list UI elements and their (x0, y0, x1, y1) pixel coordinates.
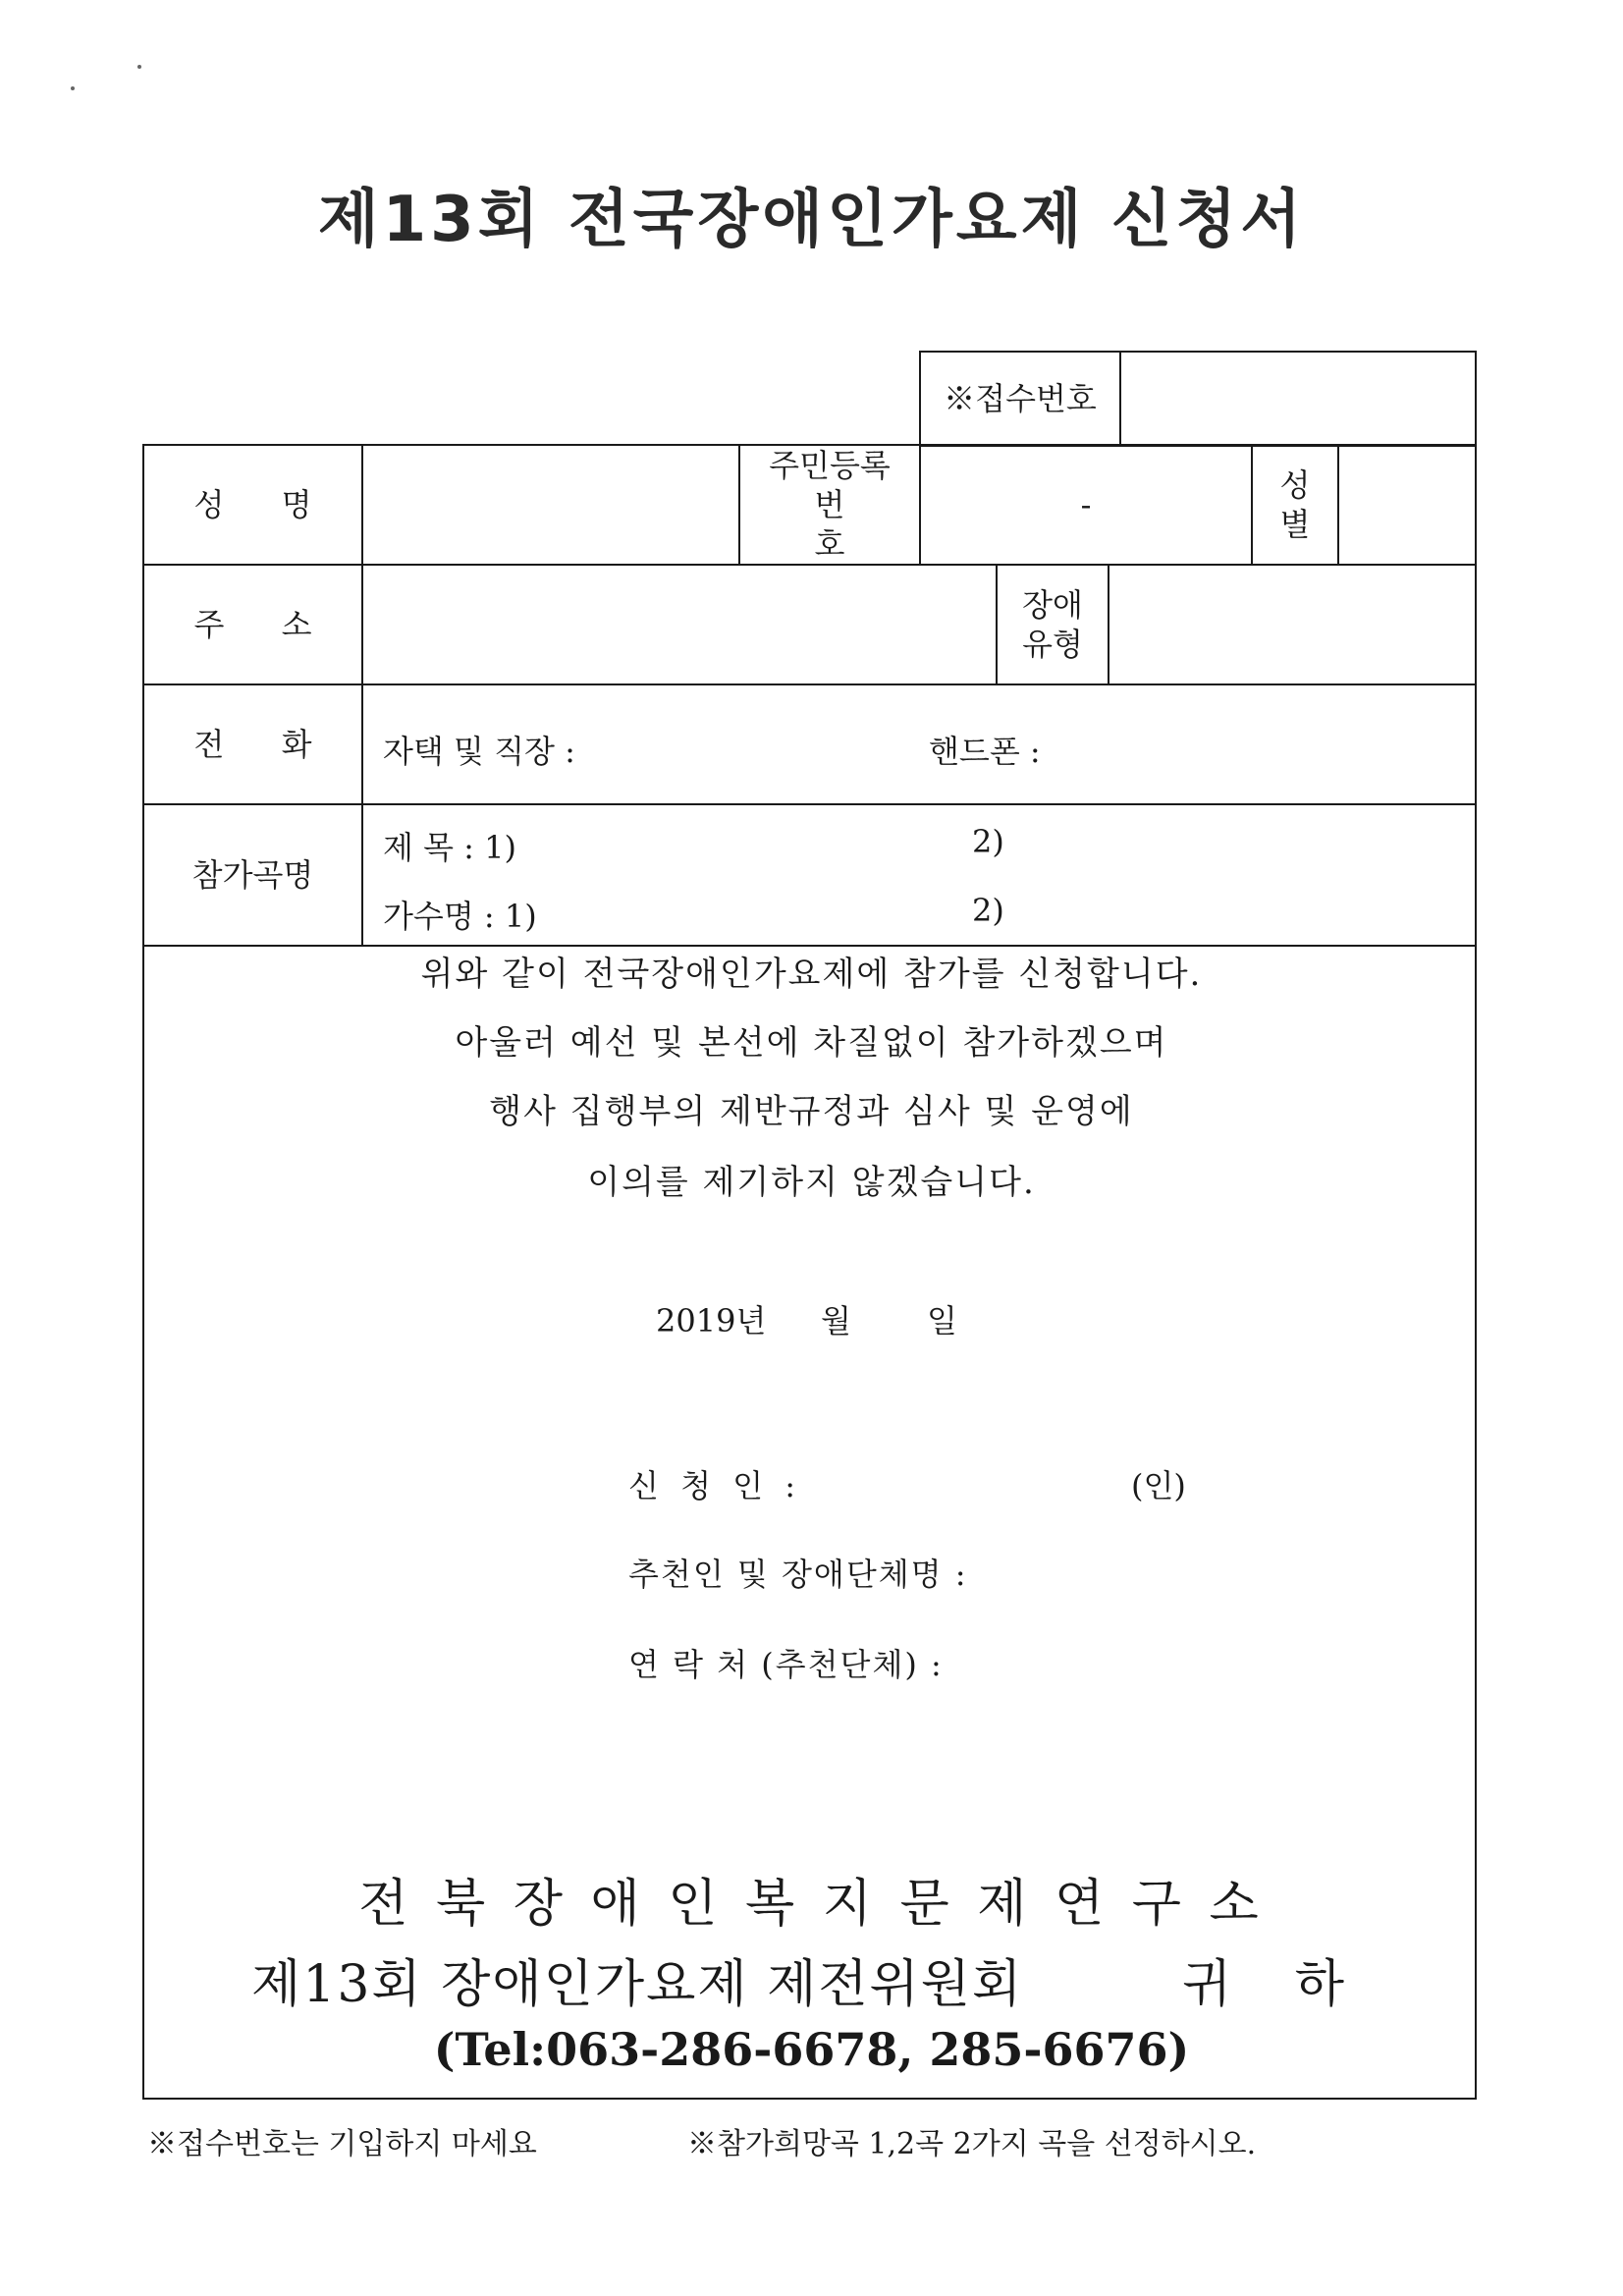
receipt-number-label (919, 351, 1121, 447)
resident-number-separator: - (1080, 486, 1092, 523)
resident-number-label-line2: 번 호 (814, 486, 904, 563)
date-year: 2019년 (656, 1302, 767, 1339)
gender-field[interactable] (1337, 444, 1477, 566)
declaration-line-2: 아울러 예선 및 본선에 차질없이 참가하겠으며 (455, 1023, 1168, 1063)
name-label-cell (142, 444, 363, 566)
disability-type-label-line1: 장애 (1022, 586, 1083, 624)
song-title-2-label: 2) (972, 823, 1004, 860)
resident-number-label-line1: 주민등록 (769, 447, 891, 484)
scan-speck (71, 86, 75, 90)
resident-number-label-cell (738, 444, 921, 566)
addressee-tel: (Tel:063-286-6678, 285-6676) (433, 2023, 1190, 2076)
mobile-phone-label: 핸드폰 : (929, 733, 1041, 770)
applicant-label: 신 청 인 : (628, 1467, 802, 1504)
phone-label-cell (142, 683, 363, 805)
home-work-phone-label: 자택 및 직장 : (383, 733, 575, 770)
receipt-number-field[interactable] (1119, 351, 1477, 447)
phone-field[interactable] (361, 683, 1477, 805)
contact-label: 연 락 처 (추천단체) : (628, 1646, 944, 1683)
address-label-cell (142, 564, 363, 685)
scan-speck (137, 65, 141, 69)
disability-type-label-line2: 유형 (1022, 626, 1083, 663)
addressee-org: 전 북 장 애 인 복 지 문 제 연 구 소 (358, 1875, 1265, 1934)
resident-number-field[interactable] (919, 444, 1253, 566)
phone-label: 전 화 (193, 726, 336, 763)
disability-type-label-cell (996, 564, 1109, 685)
declaration-line-4: 이의를 제기하지 않겠습니다. (587, 1163, 1036, 1202)
declaration-line-1: 위와 같이 전국장애인가요제에 참가를 신청합니다. (420, 955, 1203, 994)
gender-label-line2: 별 (1279, 506, 1311, 543)
note-song-selection: ※참가희망곡 1,2곡 2가지 곡을 선정하시오. (687, 2127, 1257, 2161)
singer-2-label: 2) (972, 892, 1004, 929)
receipt-number-label-text: ※접수번호 (944, 380, 1097, 417)
address-label: 주 소 (193, 606, 336, 643)
name-label: 성 명 (193, 486, 336, 523)
address-field[interactable] (361, 564, 998, 685)
gender-label-cell (1251, 444, 1339, 566)
page-title: 제13회 전국장애인가요제 신청서 (317, 184, 1306, 256)
date-day: 일 (927, 1302, 957, 1339)
songs-label-cell (142, 803, 363, 947)
addressee-committee: 제13회 장애인가요제 제전위원회 (251, 1955, 1024, 2014)
songs-label: 참가곡명 (191, 856, 314, 894)
date-month: 월 (821, 1302, 851, 1339)
note-receipt-number: ※접수번호는 기입하지 마세요 (147, 2127, 537, 2161)
name-field[interactable] (361, 444, 740, 566)
applicant-seal: (인) (1131, 1467, 1186, 1504)
song-title-label: 제 목 : 1) (383, 829, 516, 866)
singer-label: 가수명 : 1) (383, 898, 537, 935)
declaration-line-3: 행사 집행부의 제반규정과 심사 및 운영에 (489, 1092, 1134, 1131)
gender-label-line1: 성 (1279, 466, 1311, 504)
addressee-honorific: 귀 하 (1182, 1955, 1368, 2014)
disability-type-field[interactable] (1108, 564, 1477, 685)
songs-field[interactable] (361, 803, 1477, 947)
recommender-label: 추천인 및 장애단체명 : (628, 1556, 968, 1593)
